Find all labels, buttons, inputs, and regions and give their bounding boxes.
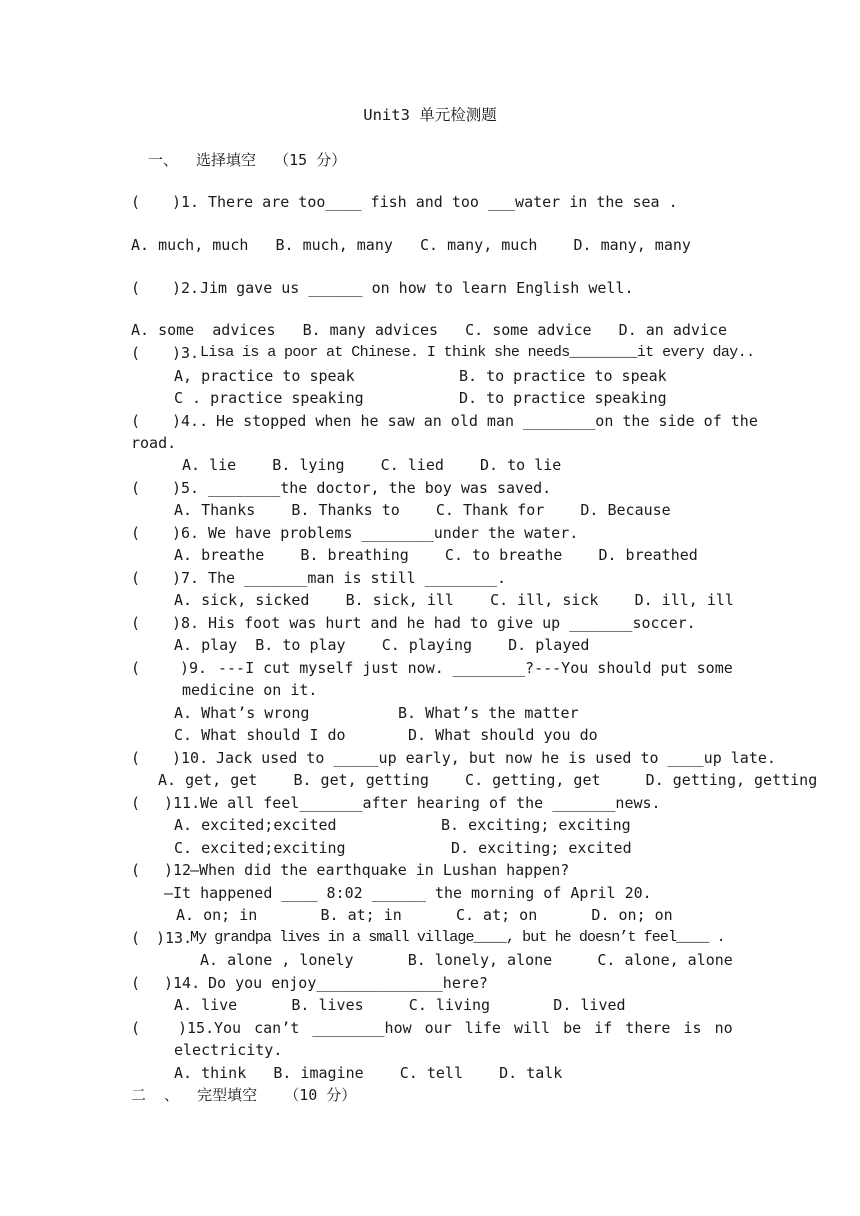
answer-paren: (: [131, 974, 141, 992]
question-1-stem: There are too____ fish and too ___water in the sea .: [208, 193, 678, 211]
question-12-stem-cont: —It happened ____ 8:02 ______ the morning of April 20.: [164, 884, 652, 902]
question-number: )15.: [178, 1019, 215, 1037]
question-number: )12: [164, 861, 192, 879]
question-15-options: A. think B. imagine C. tell D. talk: [174, 1064, 563, 1082]
question-8-options: A. play B. to play C. playing D. played: [174, 636, 590, 654]
question-13-options: A. alone , lonely B. lonely, alone C. alone, alone: [200, 951, 733, 969]
question-number: )11.: [164, 794, 201, 812]
question-14-options: A. live B. lives C. living D. lived: [174, 996, 626, 1014]
question-number: )8.: [172, 614, 200, 632]
question-6-stem: We have problems ________under the water.: [208, 524, 579, 542]
option-d: D. to practice speaking: [459, 389, 667, 407]
question-12-stem: —When did the earthquake in Lushan happen?: [190, 861, 570, 879]
question-13-stem: My grandpa lives in a small village____, but he doesn’t feel____ .: [190, 929, 725, 946]
question-4-stem-cont: road.: [131, 434, 177, 452]
question-number: )13.: [156, 929, 193, 947]
question-number: )7.: [172, 569, 200, 587]
question-7-options: A. sick, sicked B. sick, ill C. ill, sick D. ill, ill: [174, 591, 734, 609]
option-b: B. to practice to speak: [459, 367, 667, 385]
answer-paren: (: [131, 794, 141, 812]
question-4-options: A. lie B. lying C. lied D. to lie: [182, 456, 562, 474]
answer-paren: (: [131, 569, 141, 587]
question-12-options: A. on; in B. at; in C. at; on D. on; on: [176, 906, 673, 924]
section-heading-1: 一、 选择填空 （15 分）: [148, 151, 347, 169]
answer-paren: (: [131, 614, 141, 632]
question-15-stem: You can’t ________how our life will be if there is no: [214, 1019, 733, 1037]
question-number: )9.: [180, 659, 208, 677]
option-a: A. excited;excited: [174, 816, 337, 834]
question-9-stem: ---I cut myself just now. ________?---You should put some: [218, 659, 733, 677]
option-d: D. exciting; excited: [451, 839, 632, 857]
section-heading-2: 二 、 完型填空 （10 分）: [131, 1086, 357, 1104]
question-14-stem: Do you enjoy______________here?: [208, 974, 488, 992]
question-6-options: A. breathe B. breathing C. to breathe D. breathed: [174, 546, 698, 564]
option-b: B. What’s the matter: [398, 704, 579, 722]
answer-paren: (: [131, 929, 141, 947]
option-c: C . practice speaking: [174, 389, 364, 407]
answer-paren: (: [131, 479, 141, 497]
option-a: A, practice to speak: [174, 367, 355, 385]
option-c: C. excited;exciting: [174, 839, 346, 857]
answer-paren: (: [131, 861, 141, 879]
question-number: )10.: [172, 749, 209, 767]
answer-paren: (: [131, 193, 141, 211]
question-15-stem-cont: electricity.: [174, 1041, 283, 1059]
question-1-options: A. much, much B. much, many C. many, much D. many, many: [131, 236, 691, 254]
question-number: )4..: [172, 412, 209, 430]
answer-paren: (: [131, 279, 141, 297]
question-number: )6.: [172, 524, 200, 542]
option-c: C. What should I do: [174, 726, 346, 744]
option-d: D. What should you do: [408, 726, 598, 744]
answer-paren: (: [131, 749, 141, 767]
question-7-stem: The _______man is still ________.: [208, 569, 507, 587]
page-title: Unit3 单元检测题: [363, 106, 497, 124]
question-4-stem: He stopped when he saw an old man ________on the side of the: [216, 412, 758, 430]
answer-paren: (: [131, 344, 141, 362]
question-5-stem: ________the doctor, the boy was saved.: [208, 479, 552, 497]
question-number: )3.: [172, 344, 200, 362]
question-10-options: A. get, get B. get, getting C. getting, get D. getting, getting: [158, 771, 818, 789]
question-number: )5.: [172, 479, 200, 497]
answer-paren: (: [131, 524, 141, 542]
question-3-stem: Lisa is a poor at Chinese. I think she needs________it every day..: [200, 344, 755, 361]
question-number: )14.: [164, 974, 201, 992]
option-b: B. exciting; exciting: [441, 816, 631, 834]
question-2-options: A. some advices B. many advices C. some advice D. an advice: [131, 321, 728, 339]
question-9-stem-cont: medicine on it.: [182, 681, 318, 699]
question-number: )2.: [172, 279, 200, 297]
question-8-stem: His foot was hurt and he had to give up _______soccer.: [208, 614, 696, 632]
question-11-stem: We all feel_______after hearing of the _______news.: [200, 794, 661, 812]
question-2-stem: Jim gave us ______ on how to learn English well.: [200, 279, 634, 297]
option-a: A. What’s wrong: [174, 704, 310, 722]
question-5-options: A. Thanks B. Thanks to C. Thank for D. Because: [174, 501, 671, 519]
answer-paren: (: [131, 1019, 141, 1037]
question-10-stem: Jack used to _____up early, but now he is used to ____up late.: [216, 749, 776, 767]
question-number: )1.: [172, 193, 200, 211]
answer-paren: (: [131, 412, 141, 430]
answer-paren: (: [131, 659, 141, 677]
